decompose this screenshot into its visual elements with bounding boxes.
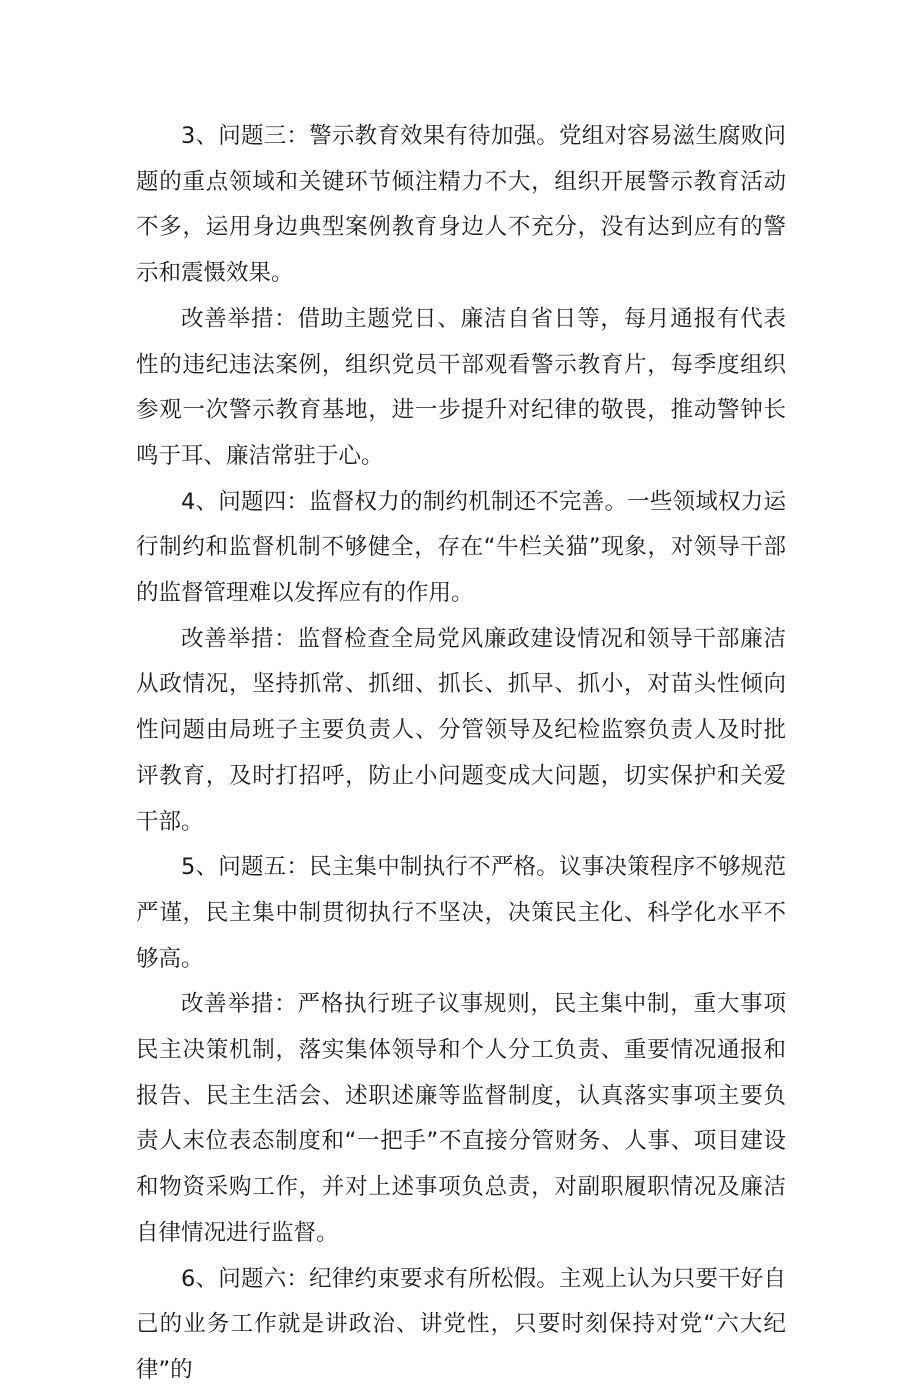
paragraph-issue-5: 5、问题五：民主集中制执行不严格。议事决策程序不够规范严谨，民主集中制贯彻执行不坚决，决策民主化、科学化水平不够高。 bbox=[136, 854, 786, 972]
paragraph-issue-6: 6、问题六：纪律约束要求有所松假。主观上认为只要干好自己的业务工作就是讲政治、讲党性，只要时刻保持对党“六大纪律”的 bbox=[136, 1265, 786, 1383]
paragraph-issue-3: 3、问题三：警示教育效果有待加强。党组对容易滋生腐败问题的重点领域和关键环节倾注精力不大，组织开展警示教育活动不多，运用身边典型案例教育身边人不充分，没有达到应有的警示和震慑效果。 bbox=[136, 123, 786, 287]
paragraph-measure-5: 改善举措：严格执行班子议事规则，民主集中制，重大事项民主决策机制，落实集体领导和个人分工负责、重要情况通报和报告、民主生活会、述职述廉等监督制度，认真落实事项主要负责人末位表态制度和“一把手”不直接分管财务、人事、项目建设和物资采购工作，并对上述事项负总责，对副职履职情况及廉洁自律情况进行监督。 bbox=[136, 991, 786, 1246]
paragraph-measure-4: 改善举措：监督检查全局党风廉政建设情况和领导干部廉洁从政情况，坚持抓常、抓细、抓长、抓早、抓小，对苗头性倾向性问题由局班子主要负责人、分管领导及纪检监察负责人及时批评教育，及时打招呼，防止小问题变成大问题，切实保护和关爱干部。 bbox=[136, 625, 786, 835]
paragraph-issue-4: 4、问题四：监督权力的制约机制还不完善。一些领域权力运行制约和监督机制不够健全，存在“牛栏关猫”现象，对领导干部的监督管理难以发挥应有的作用。 bbox=[136, 488, 786, 607]
document-body bbox=[136, 114, 786, 1394]
paragraph-measure-3: 改善举措：借助主题党日、廉洁自省日等，每月通报有代表性的违纪违法案例，组织党员干部观看警示教育片，每季度组织参观一次警示教育基地，进一步提升对纪律的敬畏，推动警钟长鸣于耳、廉洁常驻于心。 bbox=[136, 305, 786, 469]
